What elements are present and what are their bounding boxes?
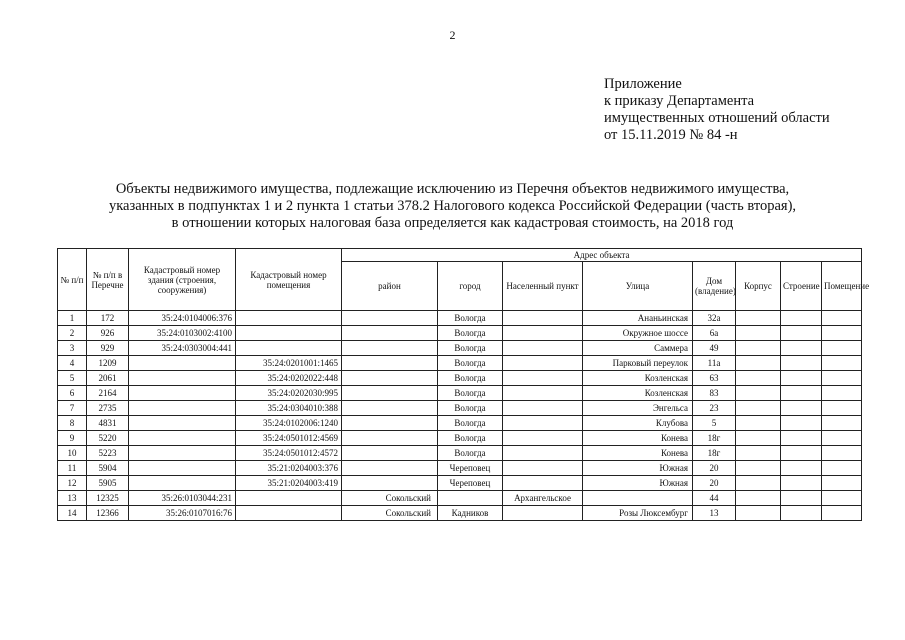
cell-korpus — [736, 416, 781, 431]
cell-city: Вологда — [438, 446, 503, 461]
cell-locality: Архангельское — [503, 491, 583, 506]
cell-korpus — [736, 461, 781, 476]
cell-street: Южная — [583, 476, 693, 491]
cell-house: 44 — [693, 491, 736, 506]
cell-cad-building — [129, 476, 236, 491]
cell-cad-room: 35:24:0501012:4572 — [236, 446, 342, 461]
cell-num: 10 — [58, 446, 87, 461]
cell-locality — [503, 416, 583, 431]
cell-locality — [503, 356, 583, 371]
cell-num: 11 — [58, 461, 87, 476]
cell-cad-building: 35:24:0303004:441 — [129, 341, 236, 356]
document-title — [0, 181, 905, 232]
cell-street: Козленская — [583, 371, 693, 386]
cell-stroenie — [781, 401, 822, 416]
cell-cad-room: 35:24:0501012:4569 — [236, 431, 342, 446]
cell-city: Вологда — [438, 341, 503, 356]
cell-pomeschenie — [822, 356, 862, 371]
cell-city: Вологда — [438, 371, 503, 386]
cell-korpus — [736, 386, 781, 401]
cell-list-num: 929 — [87, 341, 129, 356]
cell-locality — [503, 326, 583, 341]
cell-cad-room: 35:24:0304010:388 — [236, 401, 342, 416]
title-line: в отношении которых налоговая база определяется как кадастровая стоимость, на 2018 год — [171, 215, 734, 231]
cell-stroenie — [781, 386, 822, 401]
cell-house: 13 — [693, 506, 736, 521]
table-row — [58, 356, 862, 371]
cell-korpus — [736, 326, 781, 341]
header-cad-room: Кадастровый номер помещения — [236, 249, 342, 311]
table-row — [58, 326, 862, 341]
cell-korpus — [736, 476, 781, 491]
cell-cad-building — [129, 431, 236, 446]
cell-stroenie — [781, 506, 822, 521]
cell-cad-room: 35:24:0201001:1465 — [236, 356, 342, 371]
cell-house: 32а — [693, 311, 736, 326]
cell-list-num: 5220 — [87, 431, 129, 446]
table-row — [58, 386, 862, 401]
header-address-group: Адрес объекта — [342, 249, 862, 262]
cell-city: Кадников — [438, 506, 503, 521]
cell-district — [342, 341, 438, 356]
cell-pomeschenie — [822, 416, 862, 431]
appendix-line: имущественных отношений области — [604, 110, 830, 126]
table-row — [58, 476, 862, 491]
cell-city: Вологда — [438, 401, 503, 416]
cell-house: 11а — [693, 356, 736, 371]
cell-locality — [503, 431, 583, 446]
cell-cad-room: 35:24:0202030:995 — [236, 386, 342, 401]
cell-district: Сокольский — [342, 491, 438, 506]
cell-cad-room: 35:21:0204003:419 — [236, 476, 342, 491]
cell-house: 23 — [693, 401, 736, 416]
title-line: указанных в подпунктах 1 и 2 пункта 1 статьи 378.2 Налогового кодекса Российской Федерации (часть вторая), — [108, 198, 797, 214]
cell-pomeschenie — [822, 401, 862, 416]
header-street: Улица — [583, 262, 693, 311]
table-row — [58, 311, 862, 326]
cell-cad-building: 35:26:0103044:231 — [129, 491, 236, 506]
cell-stroenie — [781, 416, 822, 431]
cell-city: Вологда — [438, 431, 503, 446]
table-row — [58, 416, 862, 431]
cell-stroenie — [781, 476, 822, 491]
cell-pomeschenie — [822, 431, 862, 446]
cell-locality — [503, 401, 583, 416]
cell-stroenie — [781, 461, 822, 476]
header-house: Дом (владение) — [693, 262, 736, 311]
cell-korpus — [736, 311, 781, 326]
cell-cad-room: 35:21:0204003:376 — [236, 461, 342, 476]
cell-list-num: 1209 — [87, 356, 129, 371]
cell-stroenie — [781, 326, 822, 341]
cell-cad-building — [129, 461, 236, 476]
cell-pomeschenie — [822, 326, 862, 341]
cell-cad-building — [129, 416, 236, 431]
cell-cad-building — [129, 371, 236, 386]
cell-korpus — [736, 506, 781, 521]
cell-num: 5 — [58, 371, 87, 386]
cell-stroenie — [781, 371, 822, 386]
cell-street: Энгельса — [583, 401, 693, 416]
cell-num: 3 — [58, 341, 87, 356]
cell-korpus — [736, 446, 781, 461]
cell-house: 49 — [693, 341, 736, 356]
header-locality: Населенный пункт — [503, 262, 583, 311]
cell-pomeschenie — [822, 461, 862, 476]
header-pomeschenie: Помещение — [822, 262, 862, 311]
cell-list-num: 5904 — [87, 461, 129, 476]
cell-city: Вологда — [438, 326, 503, 341]
cell-korpus — [736, 431, 781, 446]
cell-street: Южная — [583, 461, 693, 476]
cell-cad-room — [236, 506, 342, 521]
cell-locality — [503, 371, 583, 386]
cell-list-num: 2061 — [87, 371, 129, 386]
page-number: 2 — [449, 28, 456, 42]
cell-house: 6а — [693, 326, 736, 341]
table-row — [58, 431, 862, 446]
cell-num: 8 — [58, 416, 87, 431]
cell-pomeschenie — [822, 386, 862, 401]
cell-city: Череповец — [438, 461, 503, 476]
cell-cad-room — [236, 326, 342, 341]
cell-stroenie — [781, 311, 822, 326]
cell-stroenie — [781, 446, 822, 461]
cell-cad-building: 35:24:0103002:4100 — [129, 326, 236, 341]
cell-num: 4 — [58, 356, 87, 371]
cell-list-num: 12325 — [87, 491, 129, 506]
cell-city: Вологда — [438, 311, 503, 326]
cell-district — [342, 416, 438, 431]
cell-locality — [503, 341, 583, 356]
cell-cad-building — [129, 446, 236, 461]
cell-locality — [503, 461, 583, 476]
cell-cad-building: 35:26:0107016:76 — [129, 506, 236, 521]
table-row — [58, 446, 862, 461]
header-stroenie: Строение — [781, 262, 822, 311]
cell-city: Вологда — [438, 356, 503, 371]
table-row — [58, 461, 862, 476]
cell-locality — [503, 446, 583, 461]
cell-num: 1 — [58, 311, 87, 326]
cell-locality — [503, 506, 583, 521]
header-cad-building: Кадастровый номер здания (строения, сооружения) — [129, 249, 236, 311]
cell-house: 83 — [693, 386, 736, 401]
cell-stroenie — [781, 356, 822, 371]
table-body — [58, 311, 862, 521]
cell-list-num: 172 — [87, 311, 129, 326]
cell-list-num: 5905 — [87, 476, 129, 491]
cell-pomeschenie — [822, 491, 862, 506]
cell-cad-building — [129, 386, 236, 401]
cell-num: 9 — [58, 431, 87, 446]
cell-num: 2 — [58, 326, 87, 341]
appendix-block — [604, 76, 830, 144]
cell-district: Сокольский — [342, 506, 438, 521]
cell-street: Окружное шоссе — [583, 326, 693, 341]
cell-city: Череповец — [438, 476, 503, 491]
table-row — [58, 401, 862, 416]
cell-pomeschenie — [822, 311, 862, 326]
cell-district — [342, 476, 438, 491]
cell-cad-building — [129, 401, 236, 416]
cell-korpus — [736, 341, 781, 356]
cell-cad-room: 35:24:0102006:1240 — [236, 416, 342, 431]
cell-list-num: 5223 — [87, 446, 129, 461]
header-korpus: Корпус — [736, 262, 781, 311]
cell-pomeschenie — [822, 476, 862, 491]
cell-street: Саммера — [583, 341, 693, 356]
cell-pomeschenie — [822, 446, 862, 461]
table-row — [58, 371, 862, 386]
cell-district — [342, 356, 438, 371]
objects-table — [57, 248, 870, 521]
header-city: город — [438, 262, 503, 311]
cell-cad-room — [236, 311, 342, 326]
cell-korpus — [736, 401, 781, 416]
cell-num: 14 — [58, 506, 87, 521]
cell-district — [342, 431, 438, 446]
table-row — [58, 341, 862, 356]
cell-list-num: 926 — [87, 326, 129, 341]
header-district: район — [342, 262, 438, 311]
cell-district — [342, 311, 438, 326]
cell-house: 20 — [693, 476, 736, 491]
cell-cad-building: 35:24:0104006:376 — [129, 311, 236, 326]
cell-korpus — [736, 491, 781, 506]
cell-korpus — [736, 356, 781, 371]
header-num: № п/п — [58, 249, 87, 311]
table-row — [58, 506, 862, 521]
cell-korpus — [736, 371, 781, 386]
cell-street: Конева — [583, 431, 693, 446]
appendix-line: к приказу Департамента — [604, 93, 755, 109]
cell-pomeschenie — [822, 341, 862, 356]
cell-city — [438, 491, 503, 506]
cell-stroenie — [781, 491, 822, 506]
title-line: Объекты недвижимого имущества, подлежащие исключению из Перечня объектов недвижимого имущества, — [115, 181, 790, 197]
cell-street — [583, 491, 693, 506]
appendix-line: Приложение — [604, 76, 682, 92]
cell-num: 7 — [58, 401, 87, 416]
cell-stroenie — [781, 341, 822, 356]
cell-locality — [503, 386, 583, 401]
cell-cad-building — [129, 356, 236, 371]
cell-street: Парковый переулок — [583, 356, 693, 371]
cell-num: 12 — [58, 476, 87, 491]
header-list-num: № п/п в Перечне — [87, 249, 129, 311]
cell-district — [342, 461, 438, 476]
cell-street: Розы Люксембург — [583, 506, 693, 521]
cell-district — [342, 446, 438, 461]
cell-cad-room — [236, 341, 342, 356]
cell-district — [342, 386, 438, 401]
cell-num: 13 — [58, 491, 87, 506]
cell-list-num: 2735 — [87, 401, 129, 416]
cell-pomeschenie — [822, 506, 862, 521]
cell-house: 18г — [693, 446, 736, 461]
table-row — [58, 491, 862, 506]
cell-locality — [503, 476, 583, 491]
cell-locality — [503, 311, 583, 326]
cell-street: Клубова — [583, 416, 693, 431]
header-row-group — [58, 249, 862, 262]
cell-house: 18г — [693, 431, 736, 446]
cell-street: Конева — [583, 446, 693, 461]
cell-street: Козленская — [583, 386, 693, 401]
cell-street: Ананьинская — [583, 311, 693, 326]
appendix-line: от 15.11.2019 № 84 -н — [604, 127, 738, 143]
cell-list-num: 2164 — [87, 386, 129, 401]
cell-city: Вологда — [438, 386, 503, 401]
cell-pomeschenie — [822, 371, 862, 386]
cell-cad-room: 35:24:0202022:448 — [236, 371, 342, 386]
cell-stroenie — [781, 431, 822, 446]
cell-house: 5 — [693, 416, 736, 431]
cell-district — [342, 371, 438, 386]
cell-list-num: 12366 — [87, 506, 129, 521]
cell-district — [342, 326, 438, 341]
cell-cad-room — [236, 491, 342, 506]
cell-district — [342, 401, 438, 416]
cell-house: 63 — [693, 371, 736, 386]
cell-num: 6 — [58, 386, 87, 401]
cell-house: 20 — [693, 461, 736, 476]
cell-list-num: 4831 — [87, 416, 129, 431]
cell-city: Вологда — [438, 416, 503, 431]
